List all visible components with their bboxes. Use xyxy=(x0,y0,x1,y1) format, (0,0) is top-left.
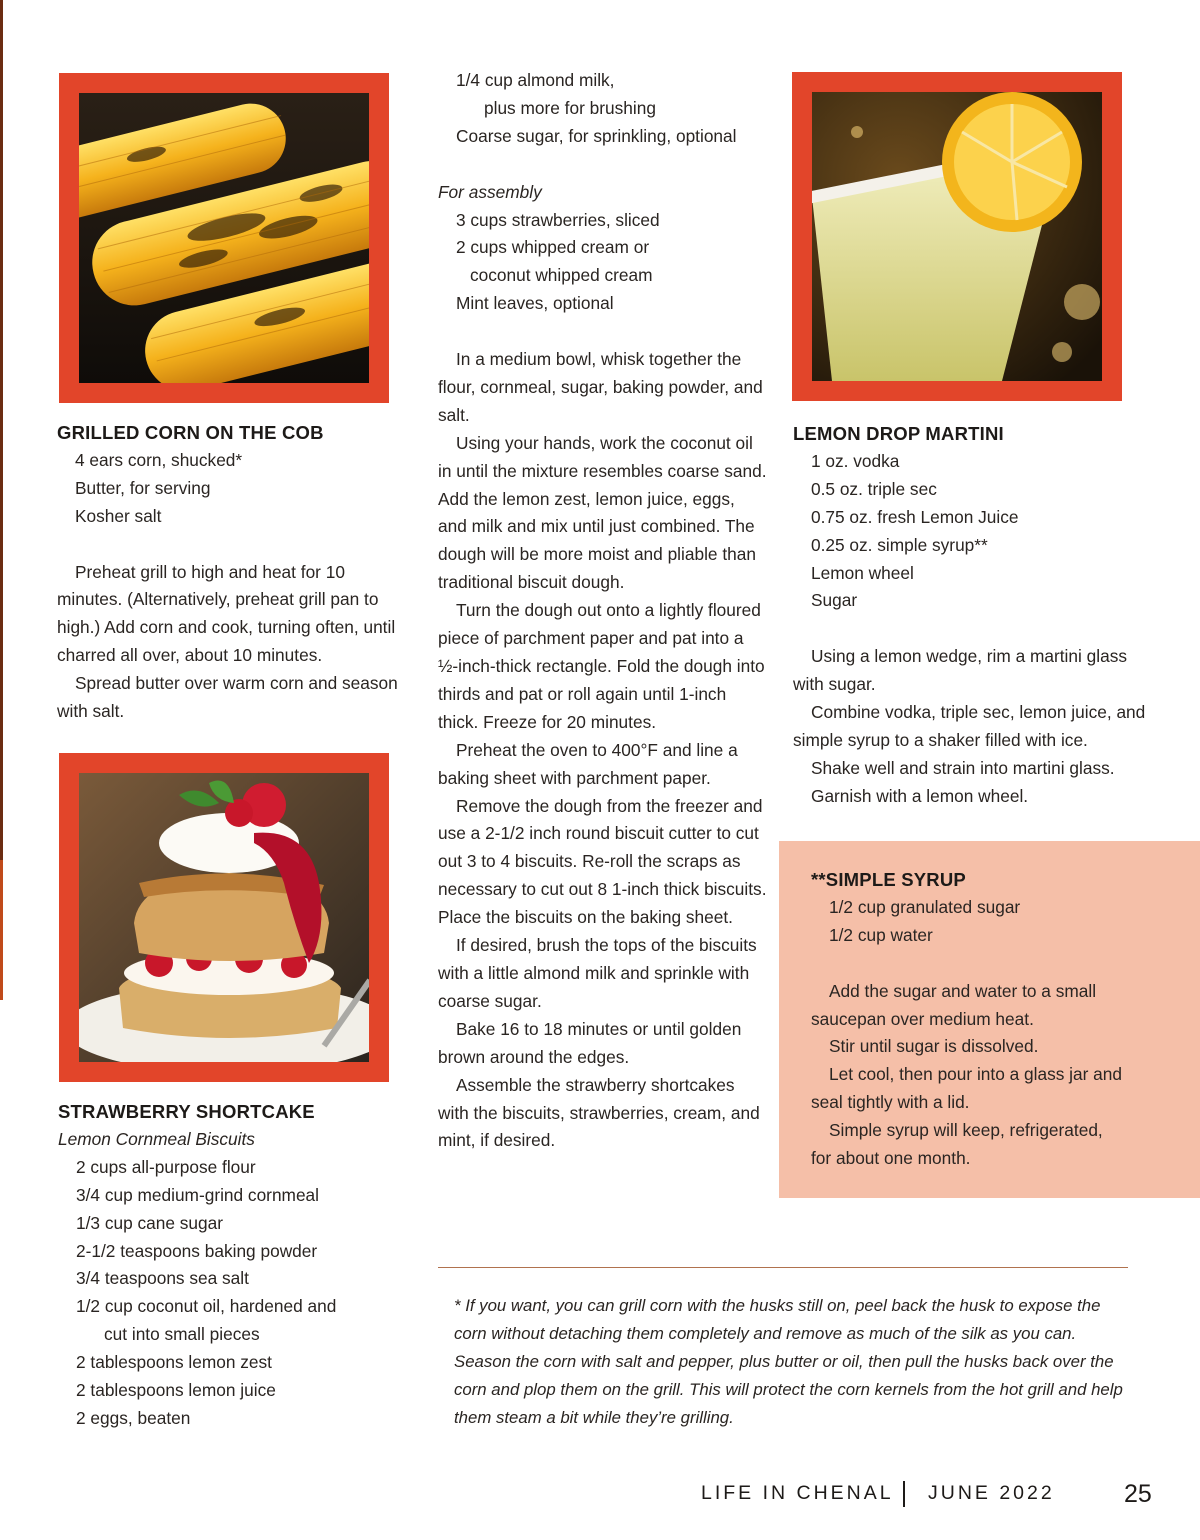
step: Turn the dough out onto a lightly floured piece of parchment paper and pat into a ½-inch-thick rectangle. Fold the dough into thirds and pat or roll again until 1-inch thick. Freeze for 20 minutes. xyxy=(438,600,765,732)
ingredient: 3/4 cup medium-grind cornmeal xyxy=(76,1184,320,1205)
ingredient: 3 cups strawberries, sliced xyxy=(456,209,660,230)
assembly-label: For assembly xyxy=(438,181,542,202)
shortcake-recipe xyxy=(58,1098,403,1433)
step: Preheat grill to high and heat for 10 minutes. (Alternatively, preheat grill pan to high.) Add corn and cook, turning often, until charred all over, about 10 minutes. xyxy=(57,561,396,666)
step: Preheat the oven to 400°F and line a baking sheet with parchment paper. xyxy=(438,739,738,788)
shortcake-subtitle: Lemon Cornmeal Biscuits xyxy=(58,1128,255,1149)
step: Shake well and strain into martini glass. xyxy=(811,757,1115,778)
ingredient: 0.5 oz. triple sec xyxy=(811,478,937,499)
step: Stir until sugar is dissolved. xyxy=(829,1036,1039,1057)
ingredient: plus more for brushing xyxy=(484,97,656,118)
step: Let cool, then pour into a glass jar and seal tightly with a lid. xyxy=(811,1064,1123,1113)
ingredient: cut into small pieces xyxy=(104,1324,260,1345)
footer-separator xyxy=(903,1481,905,1507)
ingredient: 1/2 cup water xyxy=(829,924,933,945)
ingredient: Butter, for serving xyxy=(75,477,211,498)
ingredient: 3/4 teaspoons sea salt xyxy=(76,1268,249,1289)
lemon-drop-martini-photo xyxy=(812,92,1102,381)
step: Spread butter over warm corn and season with salt. xyxy=(57,673,398,722)
ingredient: 0.75 oz. fresh Lemon Juice xyxy=(811,506,1019,527)
shortcake-photo-frame xyxy=(59,753,389,1082)
ingredient: 1/3 cup cane sugar xyxy=(76,1212,223,1233)
ingredient: 1 oz. vodka xyxy=(811,450,900,471)
martini-recipe xyxy=(793,420,1153,811)
ingredient: Lemon wheel xyxy=(811,562,914,583)
page-number: 25 xyxy=(1124,1480,1152,1508)
grilled-corn-photo xyxy=(79,93,369,383)
simple-syrup-recipe xyxy=(811,866,1126,1173)
ingredient: Sugar xyxy=(811,590,858,611)
step: Remove the dough from the freezer and use a 2-1/2 inch round biscuit cutter to cut out 3 to 4 biscuits. Re-roll the scraps as necessary to cut out 8 1-inch thick biscuits. Place the biscuits on the baking sheet. xyxy=(438,795,767,928)
ingredient: 1/2 cup coconut oil, hardened and xyxy=(76,1296,337,1317)
simple-syrup-title: **SIMPLE SYRUP xyxy=(811,869,966,890)
ingredient: 2 eggs, beaten xyxy=(76,1407,191,1428)
ingredient: 2 tablespoons lemon juice xyxy=(76,1380,276,1401)
shortcake-recipe-title: STRAWBERRY SHORTCAKE xyxy=(58,1101,315,1122)
corn-recipe-title: GRILLED CORN ON THE COB xyxy=(57,422,324,443)
step: Assemble the strawberry shortcakes with the biscuits, strawberries, cream, and mint, if desired. xyxy=(438,1074,760,1151)
step: In a medium bowl, whisk together the flour, cornmeal, sugar, baking powder, and salt. xyxy=(438,349,763,425)
step: Add the sugar and water to a small saucepan over medium heat. xyxy=(811,980,1097,1029)
ingredient: 2 cups all-purpose flour xyxy=(76,1156,256,1177)
corn-recipe xyxy=(57,419,402,726)
ingredient: Coarse sugar, for sprinkling, optional xyxy=(456,125,737,146)
step: If desired, brush the tops of the biscuits with a little almond milk and sprinkle with coarse sugar. xyxy=(438,935,757,1011)
step: Simple syrup will keep, refrigerated, for about one month. xyxy=(811,1120,1103,1169)
step: Using a lemon wedge, rim a martini glass with sugar. xyxy=(793,646,1127,695)
step: Garnish with a lemon wheel. xyxy=(811,785,1029,806)
page-edge-accent xyxy=(0,860,3,1000)
step: Using your hands, work the coconut oil in until the mixture resembles coarse sand. Add the lemon zest, lemon juice, eggs, and milk and mix until just combined. The dough will be more moist and pliable than traditional biscuit dough. xyxy=(438,432,767,593)
corn-photo-frame xyxy=(59,73,389,403)
ingredient: Kosher salt xyxy=(75,505,162,526)
ingredient: 1/4 cup almond milk, xyxy=(456,70,615,90)
ingredient: 2 tablespoons lemon zest xyxy=(76,1352,272,1373)
ingredient: 1/2 cup granulated sugar xyxy=(829,896,1021,917)
martini-recipe-title: LEMON DROP MARTINI xyxy=(793,423,1004,444)
martini-photo-frame xyxy=(792,72,1122,401)
ingredient: 2-1/2 teaspoons baking powder xyxy=(76,1240,318,1261)
ingredient: 0.25 oz. simple syrup** xyxy=(811,534,988,555)
ingredient: 2 cups whipped cream or xyxy=(456,237,650,258)
shortcake-continued xyxy=(438,67,768,1155)
page-edge-strip xyxy=(0,0,3,1000)
step: Bake 16 to 18 minutes or until golden brown around the edges. xyxy=(438,1018,742,1067)
ingredient: 4 ears corn, shucked* xyxy=(75,449,243,470)
ingredient: Mint leaves, optional xyxy=(456,293,614,314)
step: Combine vodka, triple sec, lemon juice, and simple syrup to a shaker filled with ice. xyxy=(793,702,1146,750)
footnote-divider xyxy=(438,1267,1128,1268)
footnote: * If you want, you can grill corn with the husks still on, peel back the husk to expose the corn without detaching them completely and remove as much of the silk as you can. Season the corn with salt and pepper, plus butter or oil, then pull the husks back over the corn and plop them on the grill. This will protect the corn kernels from the hot grill and help them steam a bit while they’re grilling. xyxy=(454,1296,1123,1427)
publication-name: LIFE IN CHENAL xyxy=(701,1482,894,1504)
strawberry-shortcake-photo xyxy=(79,773,369,1062)
issue-date: JUNE 2022 xyxy=(928,1482,1055,1504)
ingredient: coconut whipped cream xyxy=(470,265,653,286)
